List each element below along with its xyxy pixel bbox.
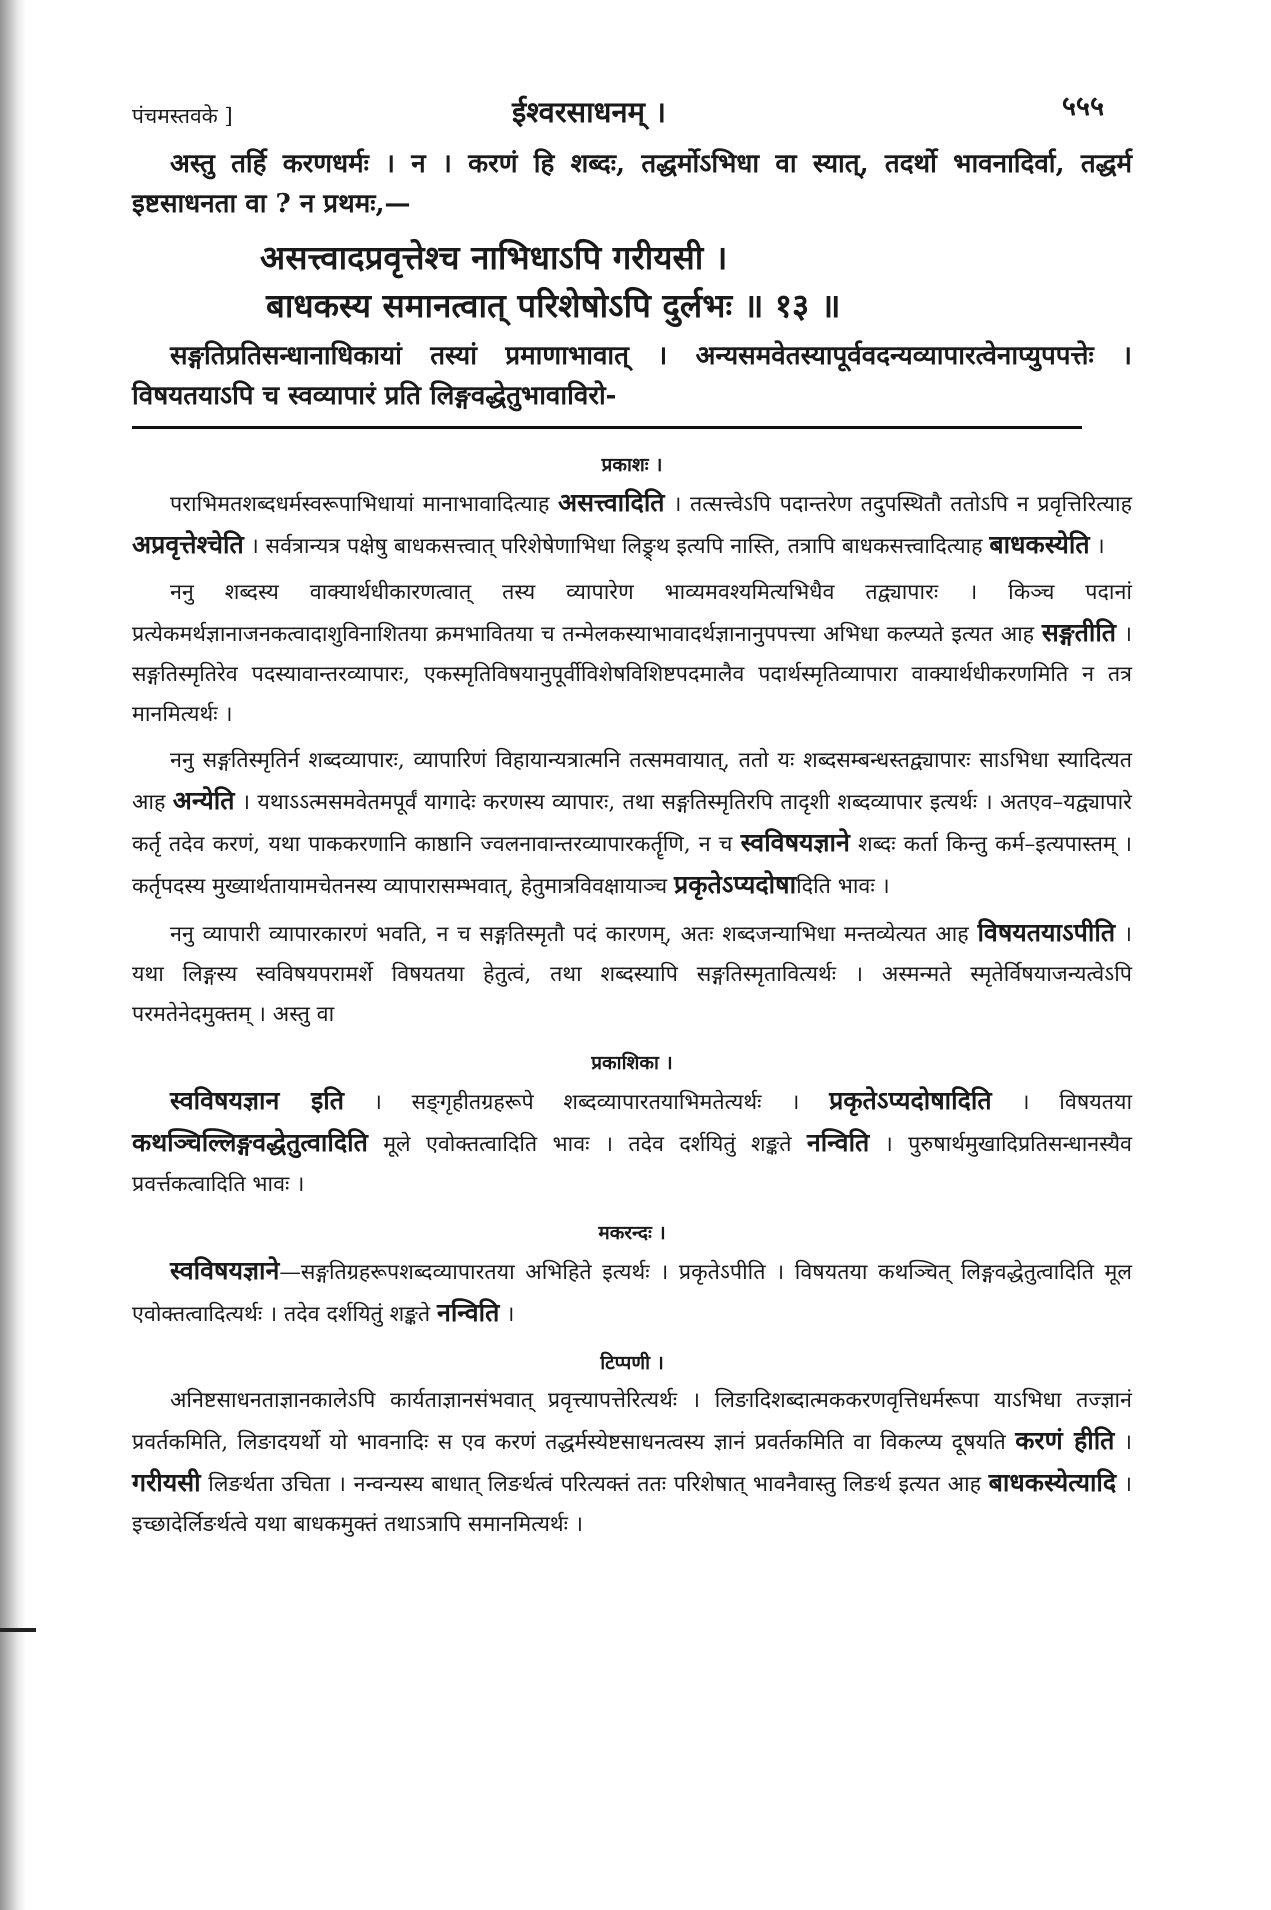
divider-rule — [132, 426, 1082, 429]
karika-line-2: बाधकस्य समानत्वात् परिशेषोऽपि दुर्लभः ॥ १३ ॥ — [266, 286, 841, 325]
tippani-commentary — [132, 1381, 1132, 1545]
prakasha-para-2: ननु शब्दस्य वाक्यार्थधीकारणत्वात् तस्य व्यापारेण भाव्यमवश्यमित्यभिधैव तद्व्यापारः । किञ्च पदानां प्रत्येकमर्थज्ञानाजनकत्वादाशुविनाशितया क्रमभावितया च तन्मेलकस्याभावादर्थज्ञानानुपपत्त्या अभिधा कल्प्यते इत्यत आह सङ्गतीति । सङ्गतिस्मृतिरेव पदस्यावान्तरव्यापारः, एकस्मृतिविषयानुपूर्वीविशेषविशिष्टपदमालैव पदार्थस्मृतिव्यापारा वाक्यार्थधीकरणमिति न तत्र मानमित्यर्थः । — [132, 580, 1132, 727]
chapter-label: पंचमस्तवके ] — [132, 104, 233, 128]
mula-text-2 — [132, 336, 1132, 416]
prakashika-commentary — [132, 1081, 1132, 1205]
karika-verse — [132, 234, 1132, 330]
prakashika-para: स्वविषयज्ञान इति । सङ्गृहीतग्रहरूपे शब्दव्यापारतयाभिमतेत्यर्थः । प्रकृतेऽप्यदोषादिति । विषयतया कथञ्चिल्लिङ्गवद्धेतुत्वादिति मूले एवोक्तत्वादिति भावः । तदेव दर्शयितुं शङ्कते नन्विति । पुरुषार्थमुखादिप्रतिसन्धानस्यैव प्रवर्त्तकत्वादिति भावः । — [132, 1086, 1133, 1197]
running-header — [132, 86, 1132, 138]
karika-line-1: असत्त्वादप्रवृत्तेश्च नाभिधाऽपि गरीयसी । — [260, 238, 728, 277]
makaranda-title: मकरन्दः । — [598, 1222, 666, 1244]
page-number: ५५५ — [1061, 91, 1104, 122]
prakasha-para-1: पराभिमतशब्दधर्मस्वरूपाभिधायां मानाभावादित्याह असत्त्वादिति । तत्सत्त्वेऽपि पदान्तरेण तदुपस्थितौ ततोऽपि न प्रवृत्तिरित्याह अप्रवृत्तेश्चेति । सर्वत्रान्यत्र पक्षेषु बाधकसत्त्वात् परिशेषेणाभिधा लिङ्र्थ इत्यपि नास्ति, तत्रापि बाधकसत्त्वादित्याह बाधकस्येति । — [132, 488, 1132, 559]
mula-prose: अस्तु तर्हि करणधर्मः । न । करणं हि शब्दः, तद्धर्मोऽभिधा वा स्यात्, तदर्थो भावनादिर्वा, तद्धर्म इष्टसाधनता वा ? न प्रथमः,— — [132, 149, 1132, 219]
makaranda-para: स्वविषयज्ञाने—सङ्गतिग्रहरूपशब्दव्यापारतया अभिहिते इत्यर्थः । प्रकृतेऽपीति । विषयतया कथञ्चित् लिङ्गवद्धेतुत्वादिति मूल एवोक्तत्वादित्यर्थः । तदेव दर्शयितुं शङ्कते नन्विति । — [132, 1256, 1132, 1327]
prakasha-para-3: ननु सङ्गतिस्मृतिर्न शब्दव्यापारः, व्यापारिणं विहायान्यत्रात्मनि तत्समवायात्, ततो यः शब्दसम्बन्धस्तद्व्यापारः साऽभिधा स्यादित्यत आह अन्येति । यथाऽऽत्मसमवेतमपूर्वं यागादेः करणस्य व्यापारः, तथा सङ्गतिस्मृतिरपि तादृशी शब्दव्यापार इत्यर्थः । अतएव–यद्व्यापारे कर्तृ तदेव करणं, यथा पाककरणानि काष्ठानि ज्वलनावान्तरव्यापारकर्तॄणि, न च स्वविषयज्ञाने शब्दः कर्ता किन्तु कर्म–इत्यपास्तम् । कर्तृपदस्य मुख्यार्थतायामचेतनस्य व्यापारासम्भवात्, हेतुमात्रविवक्षायाञ्च प्रकृतेऽप्यदोषादिति भावः । — [132, 748, 1133, 899]
prakashika-title: प्रकाशिका । — [591, 1052, 673, 1074]
page-title: ईश्वरसाधनम् । — [512, 95, 667, 129]
margin-mark — [0, 1628, 36, 1632]
makaranda-commentary — [132, 1251, 1132, 1335]
mula-text — [132, 144, 1132, 224]
prakasha-commentary — [132, 483, 1132, 1035]
tippani-title: टिप्पणी । — [600, 1352, 664, 1374]
prakasha-title: प्रकाशः । — [601, 454, 663, 476]
mula-prose-2: सङ्गतिप्रतिसन्धानाधिकायां तस्यां प्रमाणाभावात् । अन्यसमवेतस्यापूर्ववदन्यव्यापारत्वेनाप्युपपत्तेः । विषयतयाऽपि च स्वव्यापारं प्रति लिङ्गवद्धेतुभावाविरो- — [132, 341, 1132, 411]
tippani-para: अनिष्टसाधनताज्ञानकालेऽपि कार्यताज्ञानसंभवात् प्रवृत्त्यापत्तेरित्यर्थः । लिङादिशब्दात्मककरणवृत्तिधर्मरूपा याऽभिधा तज्ज्ञानं प्रवर्तकमिति, लिङादयर्थो यो भावनादिः स एव करणं तद्धर्मस्येष्टसाधनत्वस्य ज्ञानं प्रवर्तकमिति वा विकल्प्य दूषयति करणं हीति । गरीयसी लिङर्थता उचिता । नन्वन्यस्य बाधात् लिङर्थत्वं परित्यक्तं ततः परिशेषात् भावनैवास्तु लिङर्थ इत्यत आह बाधकस्येत्यादि । इच्छादेर्लिङर्थत्वे यथा बाधकमुक्तं तथाऽत्रापि समानमित्यर्थः । — [132, 1388, 1132, 1537]
prakasha-para-4: ननु व्यापारी व्यापारकारणं भवति, न च सङ्गतिस्मृतौ पदं कारणम्, अतः शब्दजन्याभिधा मन्तव्येत्यत आह विषयतयाऽपीति । यथा लिङ्गस्य स्वविषयपरामर्शे विषयतया हेतुत्वं, तथा शब्दस्यापि सङ्गतिस्मृतावित्यर्थः । अस्मन्मते स्मृतेर्विषयाजन्यत्वेऽपि परमतेनेदमुक्तम् । अस्तु वा — [132, 918, 1132, 1027]
scan-shadow-edge — [0, 0, 26, 1910]
book-page — [132, 86, 1132, 1551]
